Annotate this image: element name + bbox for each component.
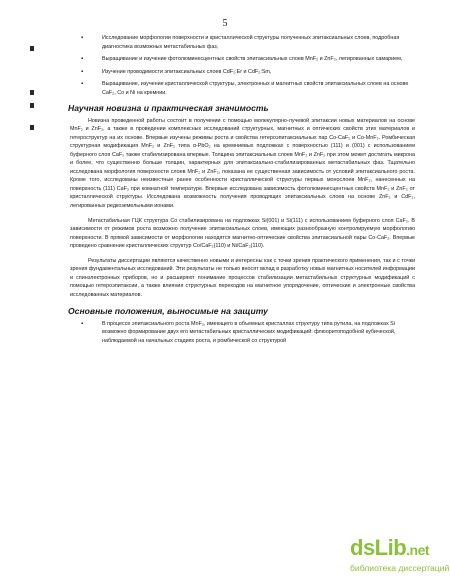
objectives-list bbox=[70, 34, 415, 98]
page-content bbox=[70, 34, 415, 349]
logo-tagline: библиотека диссертаций bbox=[350, 563, 450, 573]
bullet-icon: ▪ bbox=[81, 56, 84, 63]
list-item bbox=[70, 34, 415, 51]
list-item-text: Выращивание и изучение фотолюминесцентных свойств эпитаксиальных слоев MnF₂ и ZnF₂, легированных самарием, bbox=[102, 56, 403, 63]
bullet-icon: ▪ bbox=[81, 320, 84, 327]
logo-text: dsLib bbox=[350, 535, 407, 560]
section-heading-defense: Основные положения, выносимые на защиту bbox=[68, 305, 268, 316]
paragraph: Результаты диссертации являются качественно новыми и интересны как с точки зрения практического применения, так и с точки зрения фундаментальных исследований. Эти результаты не только вносят вклад в разработку новых магнитных носителей информации и спинэлектронных приборов, но и расширяют понимание процессов стабилизации метастабильных структурных модификаций с помощью гетероэпитаксии, а также влияния структурных переходов на магнитное упорядочение, оптические и электронные свойства исследованных материалов. bbox=[70, 257, 415, 298]
logo-suffix: .net bbox=[406, 542, 430, 558]
page-number: 5 bbox=[222, 18, 228, 29]
list-item-text: Изучение проводимости эпитаксиальных слоев CdF₂:Er и CdF₂:Sm, bbox=[102, 68, 272, 75]
theses-list bbox=[70, 320, 415, 346]
list-item bbox=[70, 68, 415, 77]
bullet-icon: ▪ bbox=[81, 35, 84, 41]
section-heading-novelty: Научная новизна и практическая значимость bbox=[68, 102, 269, 113]
list-item-text: В процессе эпитаксиального роста MnF₂, имеющего в объемных кристаллах структуру типа рутила, на подложках Si возможно формирование двух его метастабильных кристаллических модификаций: флюоритоподобной кубической, наблюдаемой на начальных стадиях роста, и ромбической со структурой bbox=[102, 320, 396, 344]
paragraph: Новизна проведенной работы состоит в получении с помощью молекулярно-лучевой эпитаксии новых материалов на основе MnF₂ и ZnF₂, а также в проведении комплексных исследований структурных, магнитных и оптических свойств этих материалов и гетероструктур на их основе. Впервые изучены режимы роста и свойства гетероэпитаксиальных пар Co-CaF₂ и Co-MnF₂. Ромбическая структурная модификация MnF₂ и ZnF₂ типа α-PbO₂ на кремниевых подложках с поверхностью (111) и (001) с использованием буферного слоя CaF₂ также стабилизирована впервые. Толщина эпитаксиальных слоев MnF₂ и ZnF₂ при этом может достигать микрона и более, что существенно больше толщин, характерных для эпитаксиально-стабилизированных метастабильных фаз. Тщательно исследована морфология поверхности слоев MnF₂ и ZnF₂, показана ее существенная зависимость от условий эпитаксиального роста. Кроме того, исследованы неизвестные ранее особенности кристаллической структуры первых монослоев MnF₂, нанесенных на поверхность (111) CaF₂ при комнатной температуре. Впервые исследована зависимость фотолюминесцентных свойств MnF₂ и ZnF₂ от кристаллической структуры. Исследована возможность получения проводящих эпитаксиальных слоев на основе ZnF₂ и CdF₂, легированных редкоземельными ионами. bbox=[70, 117, 415, 210]
list-item-text: Исследование морфологии поверхности и кристаллической структуры полученных эпитаксиальных слоев, подробная диагностика возможных метастабильных фаз, bbox=[102, 35, 400, 50]
scan-artifact bbox=[30, 125, 34, 130]
list-item bbox=[70, 320, 415, 346]
scan-artifact bbox=[30, 46, 34, 51]
bullet-icon: ▪ bbox=[81, 68, 84, 75]
list-item bbox=[70, 55, 415, 64]
scan-artifact bbox=[30, 103, 34, 108]
scan-artifact bbox=[30, 90, 34, 95]
paragraph: Метастабильная ГЦК структура Co стабилизирована на подложках Si(001) и Si(111) с использованием буферного слоя CaF₂. В зависимости от режимов роста возможно получение эпитаксиальных слоев, имеющих разнообразную контролируемую морфологию поверхности. В прямой зависимости от морфологии находятся магнитно-оптические свойства эпитаксиальной пары Co-CaF₂. Впервые проведено сравнение кристаллических структур Co/CaF₂(110) и Ni/CaF₂(110). bbox=[70, 217, 415, 250]
bullet-icon: ▪ bbox=[81, 81, 84, 88]
watermark-logo bbox=[350, 535, 450, 579]
logo-mark bbox=[350, 535, 429, 561]
list-item bbox=[70, 80, 415, 97]
list-item-text: Выращивание, изучение кристаллической структуры, электронных и магнитных свойств эпитаксиальных слоев на основе CaF₂, Co и Ni на кремнии. bbox=[102, 81, 409, 96]
